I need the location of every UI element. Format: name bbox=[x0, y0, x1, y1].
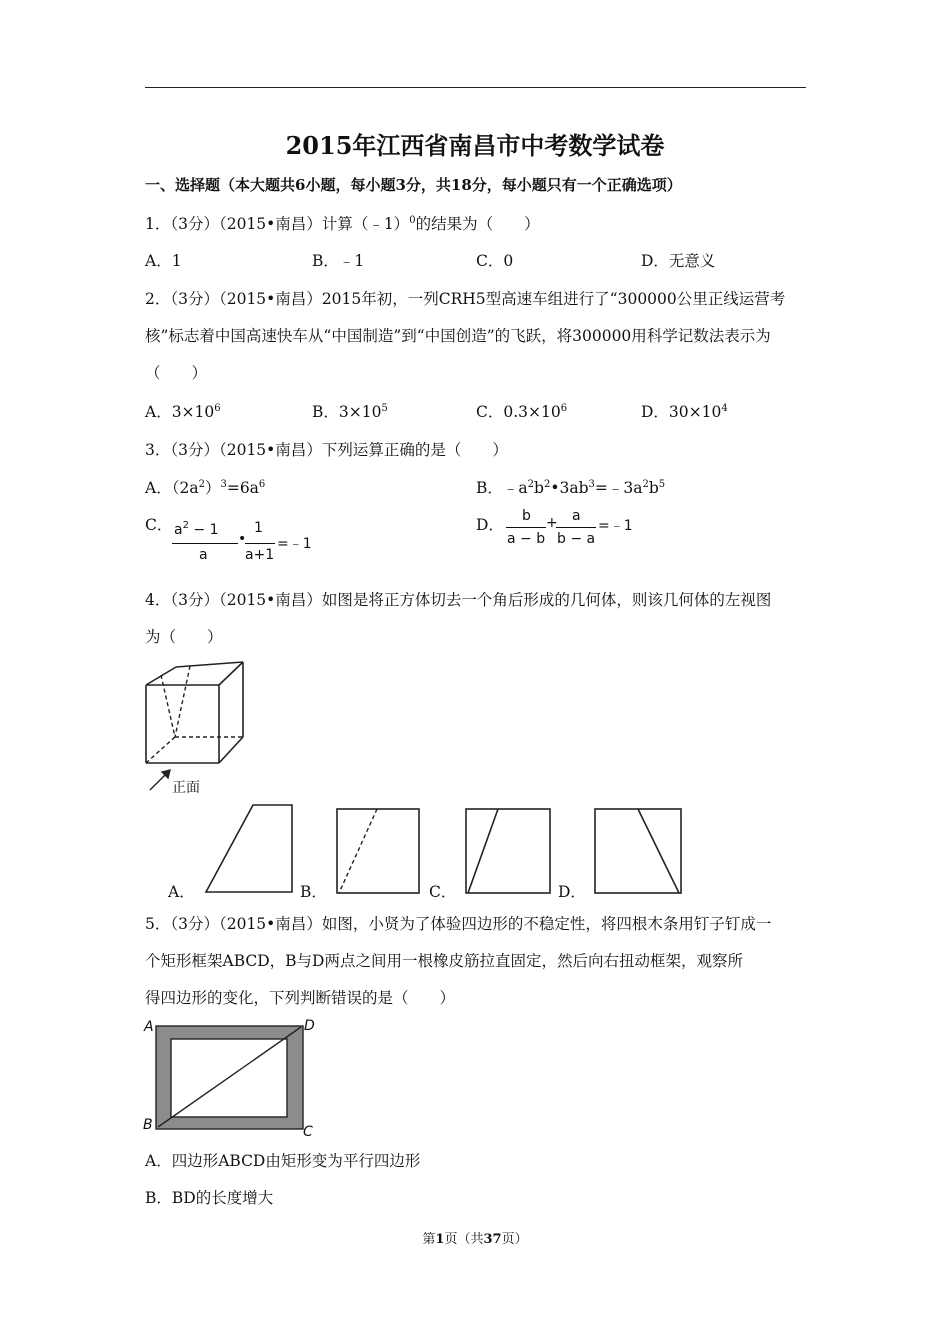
q2-option-b[interactable]: B．$3\times 10^5$ bbox=[312, 403, 388, 421]
q3-option-a[interactable]: A．$(2a^2)^3=6a^6$ bbox=[145, 479, 266, 497]
q5-option-b[interactable]: B．BD的长度增大 bbox=[145, 1189, 274, 1207]
c-numerator-2: 1 bbox=[254, 520, 263, 536]
q1-option-d[interactable]: D．无意义 bbox=[641, 252, 716, 270]
q4-option-b-figure[interactable] bbox=[333, 805, 423, 897]
q4-option-d[interactable]: D． bbox=[558, 883, 586, 901]
q4-option-c[interactable]: C． bbox=[429, 883, 457, 901]
d-fraction-bar-1 bbox=[506, 527, 546, 528]
question-1-stem: 1．（3分）（2015•南昌）计算（﹣1）$^0$的结果为（ ） bbox=[145, 215, 540, 233]
d-denominator-2: b − a bbox=[557, 531, 596, 547]
q4-option-c-figure[interactable] bbox=[462, 805, 554, 897]
q4-option-a-figure[interactable] bbox=[200, 802, 300, 897]
q4-option-a[interactable]: A． bbox=[168, 883, 195, 901]
c-denominator-2: a+1 bbox=[245, 547, 275, 563]
q3-option-d-label[interactable]: D． bbox=[476, 516, 504, 534]
vertex-b-label: B bbox=[143, 1117, 153, 1133]
question-5-line-2: 个矩形框架ABCD，B与D两点之间用一根橡皮筋拉直固定，然后向右扭动框架，观察所 bbox=[145, 952, 743, 970]
q4-option-b[interactable]: B． bbox=[300, 883, 327, 901]
q1-option-c[interactable]: C．0 bbox=[476, 252, 514, 270]
d-result: =﹣1 bbox=[598, 518, 633, 534]
q1-option-a[interactable]: A．1 bbox=[145, 252, 182, 270]
q2-option-d[interactable]: D．$30\times 10^4$ bbox=[641, 403, 728, 421]
header-rule bbox=[145, 87, 806, 88]
c-numerator-1: $a^2 - 1$ bbox=[174, 520, 219, 538]
cube-figure bbox=[140, 655, 260, 800]
d-denominator-1: a − b bbox=[507, 531, 546, 547]
q2-option-a[interactable]: A．$3\times 10^6$ bbox=[145, 403, 221, 421]
question-2-line-2: 核”标志着中国高速快车从“中国制造”到“中国创造”的飞跃，将300000用科学记数法表示为 bbox=[145, 327, 771, 345]
page-footer: 第1页（共37页） bbox=[422, 1232, 528, 1247]
d-fraction-bar-2 bbox=[556, 527, 596, 528]
page-title: 2015年江西省南昌市中考数学试卷 bbox=[285, 131, 665, 160]
d-plus: + bbox=[546, 515, 558, 531]
question-3-stem: 3．（3分）（2015•南昌）下列运算正确的是（ ） bbox=[145, 441, 508, 459]
c-fraction-bar-1 bbox=[172, 543, 238, 544]
question-5-line-3: 得四边形的变化，下列判断错误的是（ ） bbox=[145, 989, 456, 1007]
d-numerator-1: b bbox=[522, 508, 531, 524]
q2-option-c[interactable]: C．$0.3\times 10^6$ bbox=[476, 403, 568, 421]
question-5-line-1: 5．（3分）（2015•南昌）如图，小贤为了体验四边形的不稳定性，将四根木条用钉子钉成一 bbox=[145, 915, 772, 933]
section-heading: 一、选择题（本大题共6小题，每小题3分，共18分，每小题只有一个正确选项） bbox=[145, 176, 682, 194]
question-4-line-2: 为（ ） bbox=[145, 628, 223, 646]
q1-option-b[interactable]: B．﹣1 bbox=[312, 252, 365, 270]
c-result: =﹣1 bbox=[277, 536, 312, 552]
q5-option-a[interactable]: A．四边形ABCD由矩形变为平行四边形 bbox=[145, 1152, 421, 1170]
vertex-a-label: A bbox=[144, 1019, 154, 1035]
c-fraction-bar-2 bbox=[245, 543, 275, 544]
q3-option-c-label[interactable]: C． bbox=[145, 516, 173, 534]
d-numerator-2: a bbox=[572, 508, 581, 524]
question-2-line-3: （ ） bbox=[145, 364, 208, 382]
vertex-c-label: C bbox=[303, 1124, 313, 1140]
q3-option-b[interactable]: B．$﹣a^2b^2•3ab^3=﹣3a^2b^5$ bbox=[476, 479, 666, 497]
c-dot: • bbox=[238, 531, 247, 547]
front-label: 正面 bbox=[172, 780, 200, 796]
c-denominator-1: a bbox=[199, 547, 208, 563]
q4-option-d-figure[interactable] bbox=[591, 805, 685, 897]
rectangle-frame-figure bbox=[140, 1015, 325, 1140]
question-4-line-1: 4．（3分）（2015•南昌）如图是将正方体切去一个角后形成的几何体，则该几何体的左视图 bbox=[145, 591, 772, 609]
question-2-line-1: 2．（3分）（2015•南昌）2015年初，一列CRH5型高速车组进行了“300000公里正线运营考 bbox=[145, 290, 786, 308]
vertex-d-label: D bbox=[304, 1018, 315, 1034]
